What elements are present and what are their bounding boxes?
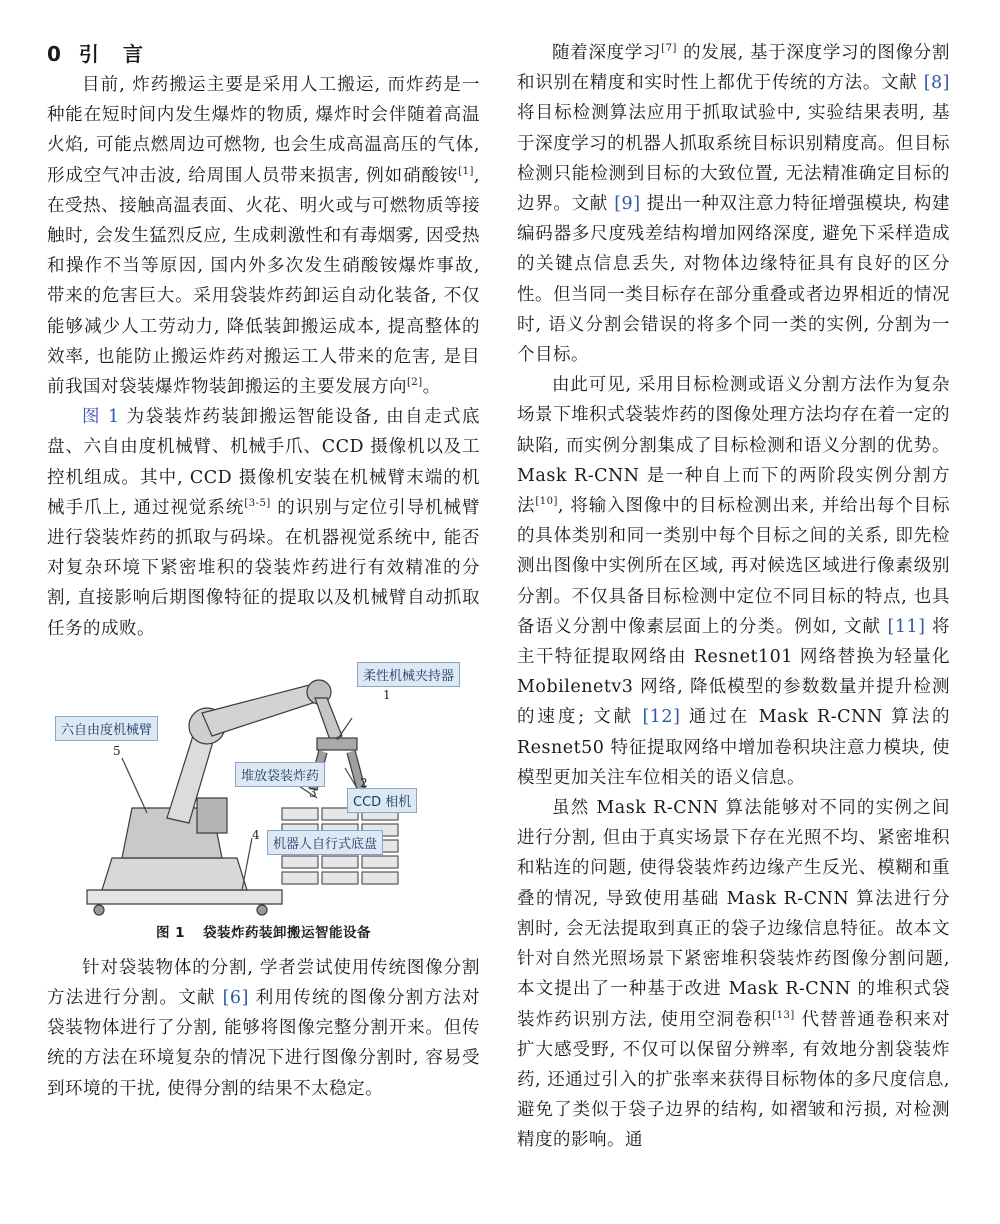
- reference-link[interactable]: [12]: [642, 707, 681, 728]
- text-run: 通过在 Mask R-CNN 算法的 Resnet50 特征提取网络中增加卷积块注意力模块, 使模型更加关注车位相关的语义信息。: [517, 707, 950, 788]
- figure-label-gripper: 柔性机械夹持器: [357, 662, 460, 687]
- text-run: 为袋装炸药装卸搬运智能设备, 由自走式底盘、六自由度机械臂、机械手爪、CCD 摄像机以及工控机组成。其中, CCD 摄像机安装在机械臂末端的机械手爪上, 通过视觉系统: [47, 407, 481, 518]
- chassis-platform: [87, 890, 282, 904]
- caption-number: 图 1: [155, 924, 186, 941]
- paragraph: [47, 70, 480, 402]
- reference-link[interactable]: [11]: [887, 616, 926, 637]
- figure-label-chassis: 机器人自行式底盘: [267, 830, 383, 855]
- text-run: 提出一种双注意力特征增强模块, 构建编码器多尺度残差结构增加网络深度, 避免下采样造成的关键点信息丢失, 对物体边缘特征具有良好的区分性。但当同一类目标存在部分重叠或者边界相近的情况时, 语义分割会错误的将多个同一类的实例, 分割为一个目标。: [517, 194, 951, 366]
- text-run: 将主干特征提取网络由 Resnet101 网络替换为轻量化 Mobilenetv3 网络, 降低模型的参数数量并提升检测的速度; 文献: [517, 616, 950, 728]
- right-column: [517, 38, 950, 1156]
- citation: [13]: [772, 1009, 795, 1021]
- figure-label-arm: 六自由度机械臂: [55, 716, 158, 741]
- reference-link[interactable]: [9]: [614, 194, 641, 215]
- figure-number-3: 3: [309, 785, 317, 800]
- reference-link[interactable]: [6]: [222, 988, 249, 1009]
- text-run: 利用传统的图像分割方法对袋装物体进行了分割, 能够将图像完整分割开来。但传统的方法在环境复杂的情况下进行图像分割时, 容易受到环境的干扰, 使得分割的结果不太稳定。: [47, 988, 481, 1099]
- text-run: 代替普通卷积来对扩大感受野, 不仅可以保留分辨率, 有效地分割袋装炸药, 还通过引入的扩张率来获得目标物体的多尺度信息, 避免了类似于袋子边界的结构, 如褶皱和污损, 对检测精度的影响。通: [517, 1009, 951, 1151]
- section-number: 0: [47, 42, 63, 66]
- text-run: 针对袋装物体的分割, 学者尝试使用传统图像分割方法进行分割。文献: [47, 957, 480, 1009]
- citation: [1]: [458, 165, 474, 177]
- figure-label-camera: CCD 相机: [347, 788, 417, 813]
- figure-1: [47, 658, 480, 941]
- paragraph: [517, 793, 950, 1155]
- text-run: , 在受热、接触高温表面、火花、明火或与可燃物质等接触时, 会发生猛烈反应, 生成刺激性和有毒烟雾, 因受热和操作不当等原因, 国内外多次发生硝酸铵爆炸事故, 带来的危害巨大。采用袋装炸药卸运自动化装备, 不仅能够减少人工劳动力, 降低装卸搬运成本, 提高整体的效率, 也能防止搬运炸药对搬运工人带来的危害, 是目前我国对袋装爆炸物装卸搬运的主要发展方向: [47, 165, 480, 398]
- text-run: 目前, 炸药搬运主要是采用人工搬运, 而炸药是一种能在短时间内发生爆炸的物质, 爆炸时会伴随着高温火焰, 可能点燃周边可燃物, 也会生成高温高压的气体, 形成空气冲击波, 给周围人员带来损害, 例如硝酸铵: [47, 75, 480, 186]
- paragraph: [47, 953, 480, 1104]
- section-title: 引 言: [78, 42, 145, 66]
- text-run: 的识别与定位引导机械臂进行袋装炸药的抓取与码垛。在机器视觉系统中, 能否对复杂环境下紧密堆积的袋装炸药进行有效精准的分割, 直接影响后期图像特征的提取以及机械臂自动抓取任务的成败。: [47, 497, 480, 639]
- left-column: [47, 38, 480, 1104]
- figure-number-5: 5: [113, 743, 121, 758]
- text-run: 将目标检测算法应用于抓取试验中, 实验结果表明, 基于深度学习的机器人抓取系统目标识别精度高。但目标检测只能检测到目标的大致位置, 无法精准确定目标的边界。文献: [517, 103, 950, 215]
- text-run: 由此可见, 采用目标检测或语义分割方法作为复杂场景下堆积式袋装炸药的图像处理方法均存在着一定的缺陷, 而实例分割集成了目标检测和语义分割的优势。Mask R-CNN 是一种自上而下的两阶段实例分割方法: [517, 375, 950, 517]
- caption-text: 袋装炸药装卸搬运智能设备: [203, 924, 372, 941]
- figure-number-4: 4: [252, 827, 260, 842]
- text-run: 。: [422, 377, 441, 398]
- citation: [7]: [661, 43, 677, 55]
- text-run: 虽然 Mask R-CNN 算法能够对不同的实例之间进行分割, 但由于真实场景下存在光照不均、紧密堆积和粘连的问题, 使得袋装炸药边缘产生反光、模糊和重叠的情况, 导致使用基础 Mask R-CNN 算法进行分割时, 会无法提取到真正的袋子边缘信息特征。故本文针对自然光照场景下紧密堆积袋装炸药图像分割问题, 本文提出了一种基于改进 Mask R-CNN 的堆积式袋装炸药识别方法, 使用空洞卷积: [517, 798, 950, 1030]
- figure-label-stack: 堆放袋装炸药: [235, 762, 325, 787]
- reference-link[interactable]: 图 1: [82, 407, 120, 428]
- arm-upper-link: [202, 683, 322, 736]
- figure-caption: [47, 921, 480, 941]
- citation: [2]: [407, 377, 423, 389]
- citation: [10]: [535, 496, 558, 508]
- text-run: 随着深度学习: [552, 43, 662, 63]
- paragraph: [47, 402, 480, 644]
- paragraph: [517, 370, 950, 793]
- text-run: 的发展, 基于深度学习的图像分割和识别在精度和实时性上都优于传统的方法。文献: [517, 43, 951, 94]
- paragraph: [517, 38, 950, 370]
- figure-number-2: 2: [360, 775, 368, 790]
- text-run: , 将输入图像中的目标检测出来, 并给出每个目标的具体类别和同一类别中每个目标之间的关系, 即先检测出图像中实例所在区域, 再对候选区域进行像素级别分割。不仅具备目标检测中定位不同目标的特点, 也具备语义分割中像素层面上的分类。例如, 文献: [517, 496, 951, 637]
- citation: [3-5]: [244, 498, 271, 510]
- figure-number-1: 1: [383, 687, 391, 702]
- section-heading: [47, 38, 480, 70]
- reference-link[interactable]: [8]: [923, 73, 950, 94]
